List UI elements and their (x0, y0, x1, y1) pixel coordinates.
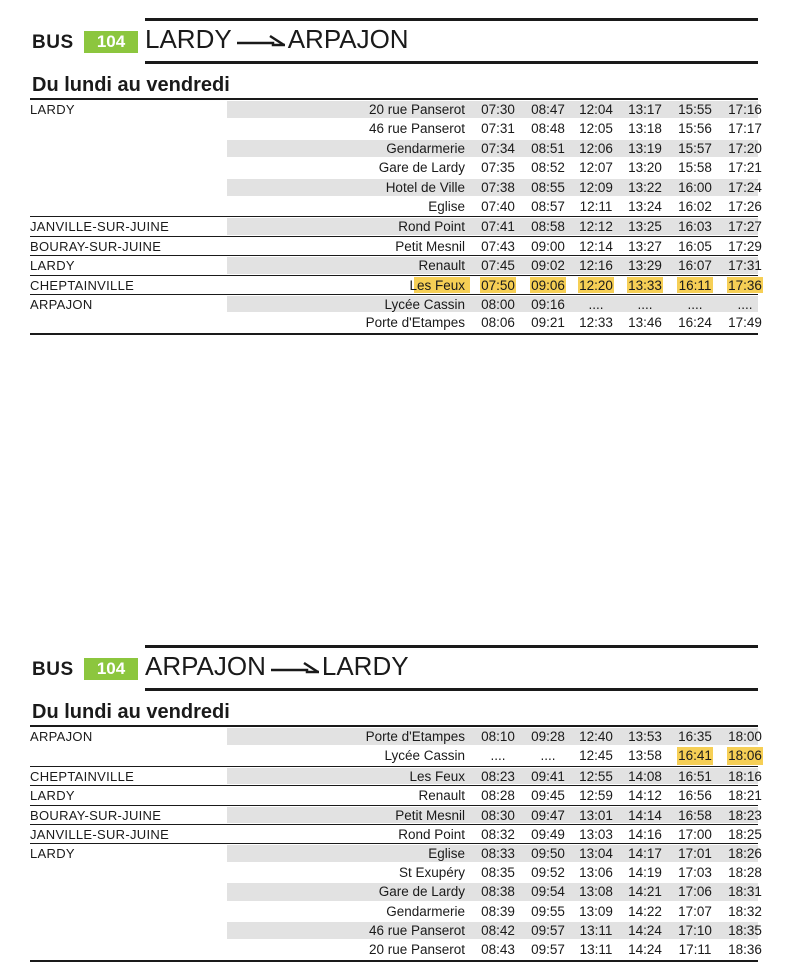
timetable-header (30, 645, 758, 691)
table-row (30, 178, 762, 197)
departure-time: 09:00 (531, 238, 565, 254)
departure-time: 13:08 (579, 884, 613, 900)
departure-time: 08:06 (481, 315, 515, 331)
departure-time: 09:02 (531, 258, 565, 274)
departure-time: 17:27 (728, 219, 762, 235)
departure-time: 13:19 (628, 140, 662, 156)
departure-time: 17:07 (678, 903, 712, 919)
table-row (30, 902, 762, 921)
departure-time: 17:29 (728, 238, 762, 254)
route-origin: ARPAJON (145, 651, 266, 681)
stop-name: Rond Point (398, 826, 465, 842)
departure-time: 18:23 (728, 807, 762, 823)
header-bottom-rule (145, 61, 758, 64)
departure-time: 12:45 (579, 748, 613, 764)
departure-time: 13:25 (628, 219, 662, 235)
days-of-service: Du lundi au vendredi (32, 701, 230, 723)
departure-time: 13:11 (579, 942, 613, 958)
stop-name: Les Feux (409, 277, 465, 293)
table-row (30, 158, 762, 177)
departure-time: 13:09 (579, 903, 613, 919)
departure-time: 12:05 (579, 121, 613, 137)
departure-time: 12:59 (579, 788, 613, 804)
route-title (145, 24, 409, 55)
departure-time: 09:21 (531, 315, 565, 331)
departure-time: 18:26 (728, 846, 762, 862)
departure-time: 08:43 (481, 942, 515, 958)
departure-time: 08:47 (531, 102, 565, 117)
table-row (30, 216, 762, 235)
commune-label: CHEPTAINVILLE (30, 768, 135, 784)
bus-label: BUS (32, 32, 74, 53)
departure-time: 09:47 (531, 807, 565, 823)
departure-time: 08:28 (481, 788, 515, 804)
departure-time: 12:33 (579, 315, 613, 331)
departure-time: .... (737, 296, 753, 312)
departure-time: 17:49 (728, 315, 762, 331)
departure-time: 18:28 (728, 864, 762, 880)
departure-time: 13:18 (628, 121, 662, 137)
departure-time: 18:35 (728, 922, 762, 938)
departure-time: 17:06 (678, 884, 712, 900)
departure-time: 09:55 (531, 903, 565, 919)
table-row (30, 255, 762, 274)
stop-name: Petit Mesnil (395, 238, 465, 254)
departure-time: 08:42 (481, 922, 515, 938)
departure-time: 13:33 (628, 277, 662, 293)
route-title (145, 651, 409, 682)
table-row (30, 746, 762, 765)
departure-time: 07:41 (481, 219, 515, 235)
departure-time: 14:24 (628, 922, 662, 938)
table-row (30, 863, 762, 882)
departure-time: 18:32 (728, 903, 762, 919)
departure-time: 16:05 (678, 238, 712, 254)
departure-time: 08:30 (481, 807, 515, 823)
departure-time: 17:26 (728, 198, 762, 214)
departure-time: 18:31 (728, 884, 762, 900)
commune-label: CHEPTAINVILLE (30, 277, 135, 293)
stop-name: Gendarmerie (386, 140, 465, 156)
departure-time: 13:03 (579, 826, 613, 842)
departure-time: 13:04 (579, 846, 613, 862)
table-row (30, 236, 762, 255)
stop-name: Eglise (428, 198, 465, 214)
departure-time: 14:21 (628, 884, 662, 900)
departure-time: 16:03 (678, 219, 712, 235)
timetable-arpajon-lardy (30, 645, 762, 962)
departure-time: 16:51 (678, 768, 712, 784)
departure-time: 14:14 (628, 807, 662, 823)
stop-name: Gare de Lardy (378, 160, 465, 176)
commune-label: LARDY (30, 102, 75, 117)
table-row (30, 294, 758, 313)
stop-name: Rond Point (398, 219, 465, 235)
departure-time: 09:52 (531, 864, 565, 880)
departure-time: 14:22 (628, 903, 662, 919)
commune-label: LARDY (30, 788, 75, 804)
departure-time: 08:32 (481, 826, 515, 842)
departure-time: 07:45 (481, 258, 515, 274)
departure-time: 17:24 (728, 179, 762, 195)
departure-time: 16:02 (678, 198, 712, 214)
stop-name: Les Feux (409, 768, 465, 784)
stop-name: Hotel de Ville (385, 179, 465, 195)
departure-time: 12:12 (579, 219, 613, 235)
departure-time: 18:25 (728, 826, 762, 842)
departure-time: 12:16 (579, 258, 613, 274)
stop-name: Eglise (428, 846, 465, 862)
departure-time: .... (588, 296, 604, 312)
departure-time: 08:57 (531, 198, 565, 214)
route-destination: LARDY (321, 651, 409, 681)
line-number-badge: 104 (84, 658, 138, 680)
departure-time: 09:06 (531, 277, 565, 293)
departure-time: 08:33 (481, 846, 515, 862)
departure-time: 12:20 (579, 277, 613, 293)
departure-time: 08:48 (531, 121, 565, 137)
departure-time: 14:12 (628, 788, 662, 804)
table-row (30, 882, 762, 901)
table-row (30, 843, 762, 862)
table-row (30, 197, 762, 216)
stop-name: 46 rue Panserot (368, 121, 465, 137)
departure-time: 17:10 (678, 922, 712, 938)
table-row (30, 100, 762, 119)
departure-time: 17:31 (728, 258, 762, 274)
departure-time: 15:55 (678, 102, 712, 117)
departure-time: 12:14 (579, 238, 613, 254)
route-arrow-icon (271, 658, 319, 676)
commune-label: BOURAY-SUR-JUINE (30, 807, 162, 823)
departure-time: 16:41 (678, 748, 712, 764)
table-row (30, 119, 762, 138)
departure-time: 18:00 (728, 729, 762, 744)
departure-time: 13:01 (579, 807, 613, 823)
commune-label: LARDY (30, 258, 75, 274)
departure-time: 17:03 (678, 864, 712, 880)
departure-time: 09:16 (531, 296, 565, 312)
departure-time: 09:41 (531, 768, 565, 784)
departure-time: 14:08 (628, 768, 662, 784)
departure-time: 07:50 (481, 277, 515, 293)
table-row (30, 766, 762, 785)
departure-time: 17:16 (728, 102, 762, 117)
departure-time: 08:23 (481, 768, 515, 784)
route-origin: LARDY (145, 24, 232, 54)
departure-time: 14:17 (628, 846, 662, 862)
departure-time: 12:55 (579, 768, 613, 784)
departure-time: 17:21 (728, 160, 762, 176)
departure-time: 07:31 (481, 121, 515, 137)
departure-time: 12:06 (579, 140, 613, 156)
departure-time: 12:07 (579, 160, 613, 176)
departure-time: 13:46 (628, 315, 662, 331)
departure-time: 12:40 (579, 729, 613, 744)
departure-time: 13:20 (628, 160, 662, 176)
departure-time: 17:20 (728, 140, 762, 156)
stop-name: 46 rue Panserot (368, 922, 465, 938)
departure-time: 17:11 (678, 942, 712, 958)
stop-name: St Exupéry (398, 864, 465, 880)
departure-time: 07:38 (481, 179, 515, 195)
departure-time: 16:35 (678, 729, 712, 744)
departure-time: 08:00 (481, 296, 515, 312)
departure-time: 12:04 (579, 102, 613, 117)
departure-time: 07:30 (481, 102, 515, 117)
stop-name: Gare de Lardy (378, 884, 465, 900)
departure-time: 09:57 (531, 922, 565, 938)
departure-time: 09:28 (531, 729, 565, 744)
header-top-rule (145, 645, 758, 648)
departure-time: 17:00 (678, 826, 712, 842)
days-of-service: Du lundi au vendredi (32, 74, 230, 96)
departure-time: 08:55 (531, 179, 565, 195)
table-row (30, 824, 762, 843)
commune-label: LARDY (30, 846, 75, 862)
departure-time: 13:53 (628, 729, 662, 744)
stop-name: Renault (418, 788, 465, 804)
commune-label: JANVILLE-SUR-JUINE (30, 219, 170, 235)
departure-time: 18:06 (728, 748, 762, 764)
commune-label: BOURAY-SUR-JUINE (30, 238, 162, 254)
departure-time: 13:58 (628, 748, 662, 764)
departure-time: 09:49 (531, 826, 565, 842)
table-row (30, 805, 762, 824)
departure-time: 08:38 (481, 884, 515, 900)
stop-name: 20 rue Panserot (368, 102, 465, 117)
departure-time: 16:56 (678, 788, 712, 804)
departure-time: 16:07 (678, 258, 712, 274)
departure-time: 16:58 (678, 807, 712, 823)
departure-time: .... (637, 296, 653, 312)
commune-label: JANVILLE-SUR-JUINE (30, 826, 170, 842)
departure-time: .... (490, 748, 506, 764)
stop-name: Petit Mesnil (395, 807, 465, 823)
stop-name: Gendarmerie (386, 903, 465, 919)
departure-time: 18:36 (728, 942, 762, 958)
stop-name: Renault (418, 258, 465, 274)
departure-time: 12:09 (579, 179, 613, 195)
departure-time: 14:24 (628, 942, 662, 958)
table-row (30, 313, 762, 332)
departure-time: 08:58 (531, 219, 565, 235)
departure-time: 07:40 (481, 198, 515, 214)
departure-time: 15:57 (678, 140, 712, 156)
departure-time: .... (540, 748, 556, 764)
departure-time: 12:11 (579, 198, 613, 214)
departure-time: 08:51 (531, 140, 565, 156)
departure-time: 16:24 (678, 315, 712, 331)
stop-name: Porte d'Etampes (365, 729, 465, 744)
departure-time: 09:45 (531, 788, 565, 804)
departure-time: 14:16 (628, 826, 662, 842)
departure-time: 14:19 (628, 864, 662, 880)
departure-time: 18:16 (728, 768, 762, 784)
table-row (30, 940, 762, 959)
table-bottom-rule (30, 333, 758, 335)
table-row (30, 275, 762, 294)
departure-time: 09:57 (531, 942, 565, 958)
departure-time: 07:35 (481, 160, 515, 176)
departure-time: 13:24 (628, 198, 662, 214)
departure-time: 15:58 (678, 160, 712, 176)
departure-time: 17:17 (728, 121, 762, 137)
commune-label: ARPAJON (30, 296, 93, 312)
departure-time: 13:29 (628, 258, 662, 274)
departure-time: 16:11 (678, 277, 712, 293)
header-top-rule (145, 18, 758, 21)
departure-time: 13:17 (628, 102, 662, 117)
departure-time: 08:35 (481, 864, 515, 880)
bus-label: BUS (32, 659, 74, 680)
departure-time: .... (687, 296, 703, 312)
departure-time: 09:50 (531, 846, 565, 862)
departure-time: 07:43 (481, 238, 515, 254)
timetable-rows (30, 100, 762, 333)
departure-time: 08:39 (481, 903, 515, 919)
table-bottom-rule (30, 960, 758, 962)
departure-time: 13:22 (628, 179, 662, 195)
table-row (30, 921, 762, 940)
stop-name: Lycée Cassin (384, 296, 465, 312)
stop-name: Porte d'Etampes (365, 315, 465, 331)
timetable-rows (30, 727, 762, 960)
departure-time: 09:54 (531, 884, 565, 900)
route-destination: ARPAJON (287, 24, 409, 54)
departure-time: 17:01 (678, 846, 712, 862)
departure-time: 08:52 (531, 160, 565, 176)
departure-time: 17:36 (728, 277, 762, 293)
departure-time: 18:21 (728, 788, 762, 804)
header-bottom-rule (145, 688, 758, 691)
table-row (30, 785, 762, 804)
line-number-badge: 104 (84, 31, 138, 53)
timetable-lardy-arpajon (30, 18, 762, 335)
departure-time: 07:34 (481, 140, 515, 156)
departure-time: 13:06 (579, 864, 613, 880)
timetable-header (30, 18, 758, 64)
departure-time: 13:27 (628, 238, 662, 254)
commune-label: ARPAJON (30, 729, 93, 744)
departure-time: 13:11 (579, 922, 613, 938)
departure-time: 15:56 (678, 121, 712, 137)
route-arrow-icon (237, 31, 285, 49)
stop-name: 20 rue Panserot (368, 942, 465, 958)
table-row (30, 727, 762, 746)
table-row (30, 139, 762, 158)
stop-name: Lycée Cassin (384, 748, 465, 764)
departure-time: 16:00 (678, 179, 712, 195)
departure-time: 08:10 (481, 729, 515, 744)
